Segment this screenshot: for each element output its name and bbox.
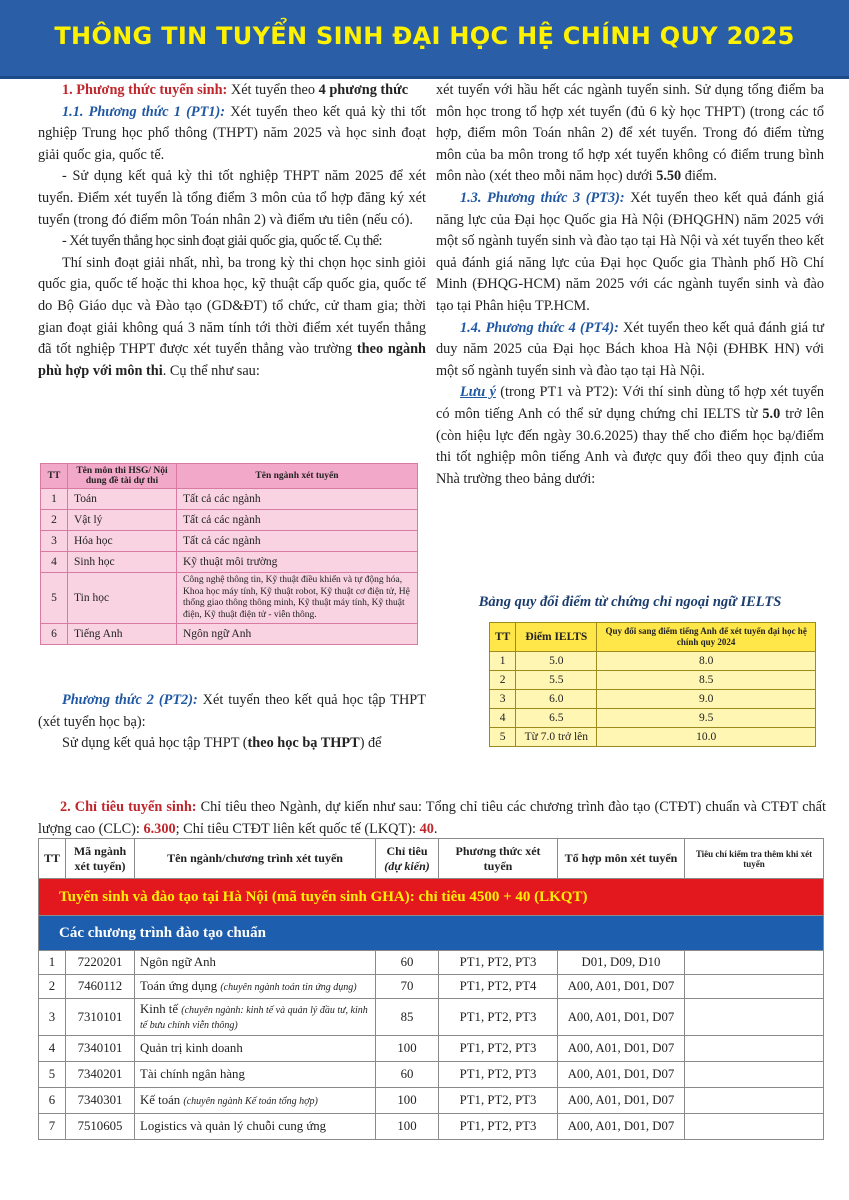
note-ielts-min: 5.0	[762, 405, 781, 422]
pt4-text: Xét tuyển theo kết quả đánh giá tư duy năm 2025 của Đại học Bách khoa Hà Nội (ĐHBK HN) với một số ngành tuyển sinh và đào tạo tại Hà Nội.	[436, 319, 824, 379]
row-tt: 6	[41, 624, 68, 645]
table-row	[41, 489, 418, 510]
row-score: 9.0	[597, 690, 816, 709]
row-code: 7340201	[66, 1062, 135, 1088]
row-tt: 1	[41, 489, 68, 510]
row-score: 10.0	[597, 728, 816, 747]
row-name-sub: (chuyên ngành toán tin ứng dụng)	[220, 982, 357, 993]
row-method: PT1, PT2, PT3	[439, 1114, 558, 1140]
pt2-detail-bold: theo học bạ THPT	[247, 735, 360, 752]
pt1-detail-end: . Cụ thể như sau:	[162, 362, 260, 379]
right-column	[436, 80, 824, 490]
row-combo: A00, A01, D01, D07	[558, 1088, 685, 1114]
quota-col-extra: Tiêu chí kiểm tra thêm khi xét tuyển	[685, 839, 824, 879]
table-row	[39, 975, 824, 999]
row-quota: 60	[376, 951, 439, 975]
section2-lkqt-quota: 40	[419, 820, 434, 837]
quota-col-quota-sub: (dự kiến)	[384, 858, 430, 873]
row-tt: 7	[39, 1114, 66, 1140]
row-major: Tất cả các ngành	[177, 510, 418, 531]
table-row	[41, 510, 418, 531]
quota-col-quota	[376, 839, 439, 879]
ielts-col-score: Điểm IELTS	[516, 623, 597, 652]
pt1-detail-text: Thí sinh đoạt giải nhất, nhì, ba trong kỳ thi chọn học sinh giỏi quốc gia, quốc tế hoặc thi khoa học, kỹ thuật cấp quốc gia, quốc tế do Bộ Giáo dục và Đào tạo (GD&ĐT) tổ chức, cử tham gia; thời gian đoạt giải không quá 3 năm tính tới thời điểm xét tuyển thẳng đã tốt nghiệp THPT được xét tuyển thẳng vào trường	[38, 254, 426, 358]
pt2-continued	[436, 80, 824, 188]
pt4-heading: 1.4. Phương thức 4 (PT4):	[460, 319, 619, 336]
row-extra	[685, 951, 824, 975]
row-extra	[685, 1114, 824, 1140]
row-method: PT1, PT2, PT3	[439, 1036, 558, 1062]
row-tt: 4	[39, 1036, 66, 1062]
row-ielts: 6.5	[516, 709, 597, 728]
row-method: PT1, PT2, PT3	[439, 951, 558, 975]
section1-heading: 1. Phương thức tuyển sinh:	[62, 82, 228, 98]
pt1-detail	[38, 253, 426, 383]
row-ielts: 5.0	[516, 652, 597, 671]
section2-mid: ; Chỉ tiêu CTĐT liên kết quốc tế (LKQT):	[175, 820, 420, 837]
row-extra	[685, 999, 824, 1036]
row-code: 7460112	[66, 975, 135, 999]
row-score: 8.0	[597, 652, 816, 671]
table-row	[490, 671, 816, 690]
row-code: 7340101	[66, 1036, 135, 1062]
row-tt: 4	[41, 552, 68, 573]
row-extra	[685, 1062, 824, 1088]
pt1-paragraph	[38, 102, 426, 167]
row-combo: A00, A01, D01, D07	[558, 1036, 685, 1062]
left-column-lower	[38, 690, 426, 755]
pt1-bullet-a: - Sử dụng kết quả kỳ thi tốt nghiệp THPT năm 2025 để xét tuyển. Điểm xét tuyển là tổng điểm 3 môn của tổ hợp đăng ký xét tuyển (trong đó điểm môn Toán nhân 2) và điểm ưu tiên (nếu có).	[38, 168, 426, 228]
row-code: 7220201	[66, 951, 135, 975]
row-combo: A00, A01, D01, D07	[558, 1114, 685, 1140]
table-row	[41, 531, 418, 552]
pt2-detail-text: Sử dụng kết quả học tập THPT (	[62, 735, 248, 752]
row-extra	[685, 1036, 824, 1062]
row-method: PT1, PT2, PT3	[439, 1062, 558, 1088]
note-text: (trong PT1 và PT2): Với thí sinh dùng tổ hợp xét tuyển có môn tiếng Anh có thể sử dụng chứng chỉ IELTS từ	[436, 384, 824, 422]
row-tt: 3	[490, 690, 516, 709]
table-row	[490, 709, 816, 728]
ielts-table-header	[490, 623, 816, 652]
section1-intro	[38, 80, 426, 102]
row-method: PT1, PT2, PT3	[439, 999, 558, 1036]
row-name-text: Kế toán	[140, 1093, 184, 1107]
subject-table-header	[41, 464, 418, 489]
row-combo: A00, A01, D01, D07	[558, 975, 685, 999]
ielts-col-tt: TT	[490, 623, 516, 652]
row-subject: Tin học	[68, 573, 177, 624]
row-method: PT1, PT2, PT3	[439, 1088, 558, 1114]
row-subject: Sinh học	[68, 552, 177, 573]
row-code: 7310101	[66, 999, 135, 1036]
row-tt: 5	[490, 728, 516, 747]
table-row	[490, 690, 816, 709]
quota-col-code: Mã ngành xét tuyển)	[66, 839, 135, 879]
pt2-heading: Phương thức 2 (PT2):	[62, 692, 198, 708]
row-quota: 70	[376, 975, 439, 999]
row-name	[135, 975, 376, 999]
subject-col-subject: Tên môn thi HSG/ Nội dung đề tài dự thi	[68, 464, 177, 489]
hanoi-banner-row	[39, 879, 824, 916]
row-major: Ngôn ngữ Anh	[177, 624, 418, 645]
row-score: 8.5	[597, 671, 816, 690]
row-tt: 1	[39, 951, 66, 975]
row-major: Công nghệ thông tin, Kỹ thuật điều khiển và tự động hóa, Khoa học máy tính, Kỹ thuật robot, Kỹ thuật cơ điện tử, Hệ thống giao thông thông minh, Kỹ thuật máy tính, Kỹ thuật điện, Kỹ thuật điện tử - viễn thông.	[177, 573, 418, 624]
row-quota: 85	[376, 999, 439, 1036]
section1-text: Xét tuyển theo	[227, 82, 319, 98]
note-heading: Lưu ý	[460, 384, 496, 401]
hanoi-banner: Tuyển sinh và đào tạo tại Hà Nội (mã tuyển sinh GHA): chỉ tiêu 4500 + 40 (LKQT)	[39, 879, 824, 916]
subject-col-tt: TT	[41, 464, 68, 489]
row-combo: A00, A01, D01, D07	[558, 1062, 685, 1088]
row-name	[135, 1036, 376, 1062]
row-major: Kỹ thuật môi trường	[177, 552, 418, 573]
ielts-table	[489, 622, 816, 747]
row-quota: 100	[376, 1036, 439, 1062]
pt1-bullet-b: - Xét tuyển thẳng học sinh đoạt giải quốc gia, quốc tế. Cụ thể:	[62, 233, 382, 250]
left-column	[38, 80, 426, 382]
quota-col-name: Tên ngành/chương trình xét tuyển	[135, 839, 376, 879]
row-ielts: 6.0	[516, 690, 597, 709]
row-name-text: Kinh tế	[140, 1002, 182, 1016]
row-name	[135, 999, 376, 1036]
table-row	[39, 1088, 824, 1114]
row-name-text: Logistics và quản lý chuỗi cung ứng	[140, 1119, 327, 1133]
row-tt: 3	[41, 531, 68, 552]
row-name	[135, 1062, 376, 1088]
quota-col-combo: Tổ hợp môn xét tuyển	[558, 839, 685, 879]
ielts-table-title: Bảng quy đổi điểm từ chứng chỉ ngoại ngữ IELTS	[478, 594, 782, 610]
table-row	[39, 999, 824, 1036]
row-major: Tất cả các ngành	[177, 531, 418, 552]
section2-heading: 2. Chỉ tiêu tuyển sinh:	[60, 799, 197, 816]
section2-paragraph	[38, 797, 826, 840]
section1-bold: 4 phương thức	[318, 82, 409, 98]
ielts-col-converted: Quy đổi sang điểm tiếng Anh để xét tuyển đại học hệ chính quy 2024	[597, 623, 816, 652]
quota-table-header	[39, 839, 824, 879]
quota-col-method: Phương thức xét tuyển	[439, 839, 558, 879]
table-row	[41, 624, 418, 645]
row-ielts: Từ 7.0 trở lên	[516, 728, 597, 747]
row-name-sub: (chuyên ngành Kế toán tổng hợp)	[183, 1096, 318, 1107]
pt3-heading: 1.3. Phương thức 3 (PT3):	[460, 189, 625, 206]
row-subject: Hóa học	[68, 531, 177, 552]
note-end: trở lên (còn hiệu lực đến ngày 30.6.2025) thay thế cho điểm học bạ/điểm thi tốt nghiệp môn tiếng Anh và được quy đổi theo quy định của Nhà trường theo bảng dưới:	[436, 405, 824, 487]
subject-table	[40, 463, 418, 645]
table-row	[41, 573, 418, 624]
row-name	[135, 1088, 376, 1114]
row-ielts: 5.5	[516, 671, 597, 690]
row-quota: 100	[376, 1114, 439, 1140]
pt1-heading: 1.1. Phương thức 1 (PT1):	[62, 103, 226, 120]
pt1-detail-bold: theo ngành phù hợp với môn thi	[38, 341, 427, 379]
section2-end: .	[433, 820, 438, 837]
pt1-text: Xét tuyển theo kết quả kỳ thi tốt nghiệp Trung học phổ thông (THPT) năm 2025 và học sinh đoạt giải quốc gia, quốc tế.	[38, 103, 426, 163]
row-subject: Toán	[68, 489, 177, 510]
row-quota: 100	[376, 1088, 439, 1114]
row-major: Tất cả các ngành	[177, 489, 418, 510]
row-code: 7510605	[66, 1114, 135, 1140]
pt2-continued-end: điểm.	[681, 168, 717, 185]
quota-table	[38, 838, 824, 1140]
row-name-text: Ngôn ngữ Anh	[140, 955, 216, 969]
table-row	[39, 1062, 824, 1088]
row-tt: 2	[490, 671, 516, 690]
row-name	[135, 1114, 376, 1140]
pt2-min-score: 5.50	[656, 168, 682, 185]
section2-clc-quota: 6.300	[143, 820, 176, 837]
pt3-paragraph	[436, 188, 824, 318]
page-title: THÔNG TIN TUYỂN SINH ĐẠI HỌC HỆ CHÍNH QUY 2025	[54, 22, 795, 50]
row-extra	[685, 975, 824, 999]
table-row	[41, 552, 418, 573]
row-tt: 4	[490, 709, 516, 728]
standard-programs-banner: Các chương trình đào tạo chuẩn	[39, 916, 824, 951]
row-combo: A00, A01, D01, D07	[558, 999, 685, 1036]
pt2-paragraph	[38, 690, 426, 733]
subject-col-major: Tên ngành xét tuyển	[177, 464, 418, 489]
table-row	[490, 652, 816, 671]
row-combo: D01, D09, D10	[558, 951, 685, 975]
row-name-sub: (chuyên ngành: kinh tế và quản lý đầu tư, kinh tế bưu chính viễn thông)	[140, 1005, 368, 1031]
row-name-text: Quản trị kinh doanh	[140, 1041, 243, 1055]
pt3-text: Xét tuyển theo kết quả đánh giá năng lực của Đại học Quốc gia Hà Nội (ĐHQGHN) năm 2025 với một số ngành tuyển sinh và đào tạo tại Hà Nội và xét tuyển theo kết quả đánh giá năng lực của Đại học Quốc gia Thành phố Hồ Chí Minh (ĐHQG-HCM) năm 2025 với các ngành tuyển sinh và đào tạo tại Phân hiệu TP.HCM.	[436, 189, 824, 314]
quota-col-tt: TT	[39, 839, 66, 879]
row-tt: 5	[39, 1062, 66, 1088]
quota-col-quota-label: Chỉ tiêu	[386, 843, 428, 858]
pt2-continued-text: xét tuyển với hầu hết các ngành tuyển sinh. Sử dụng tổng điểm ba môn học trong tổ hợp xét tuyển (đủ 6 kỳ học THPT) (trong các tổ hợp, điểm môn Toán nhân 2) để xét tuyển. Trong đó điểm từng môn của ba môn trong tổ hợp xét tuyển không có điểm trung bình môn nào (xét theo mỗi năm học) dưới	[436, 82, 824, 185]
note-paragraph	[436, 382, 824, 490]
row-subject: Tiếng Anh	[68, 624, 177, 645]
row-tt: 5	[41, 573, 68, 624]
table-row	[39, 1114, 824, 1140]
row-name-text: Tài chính ngân hàng	[140, 1067, 245, 1081]
row-name	[135, 951, 376, 975]
row-method: PT1, PT2, PT4	[439, 975, 558, 999]
row-tt: 2	[39, 975, 66, 999]
row-quota: 60	[376, 1062, 439, 1088]
row-tt: 2	[41, 510, 68, 531]
row-subject: Vật lý	[68, 510, 177, 531]
row-tt: 1	[490, 652, 516, 671]
table-row	[490, 728, 816, 747]
row-name-text: Toán ứng dụng	[140, 979, 221, 993]
row-code: 7340301	[66, 1088, 135, 1114]
table-row	[39, 951, 824, 975]
pt4-paragraph	[436, 318, 824, 383]
table-row	[39, 1036, 824, 1062]
row-tt: 6	[39, 1088, 66, 1114]
row-tt: 3	[39, 999, 66, 1036]
section2-text: Chỉ tiêu theo Ngành, dự kiến như sau: Tổng chỉ tiêu các chương trình đào tạo (CTĐT) chuẩn và CTĐT chất lượng cao (CLC):	[38, 799, 827, 837]
pt2-text: Xét tuyển theo kết quả học tập THPT (xét tuyển học bạ):	[38, 692, 426, 730]
pt2-detail	[38, 733, 426, 755]
standard-programs-row	[39, 916, 824, 951]
row-extra	[685, 1088, 824, 1114]
page-header	[0, 0, 849, 79]
pt2-detail-end: ) để	[359, 735, 382, 752]
row-score: 9.5	[597, 709, 816, 728]
